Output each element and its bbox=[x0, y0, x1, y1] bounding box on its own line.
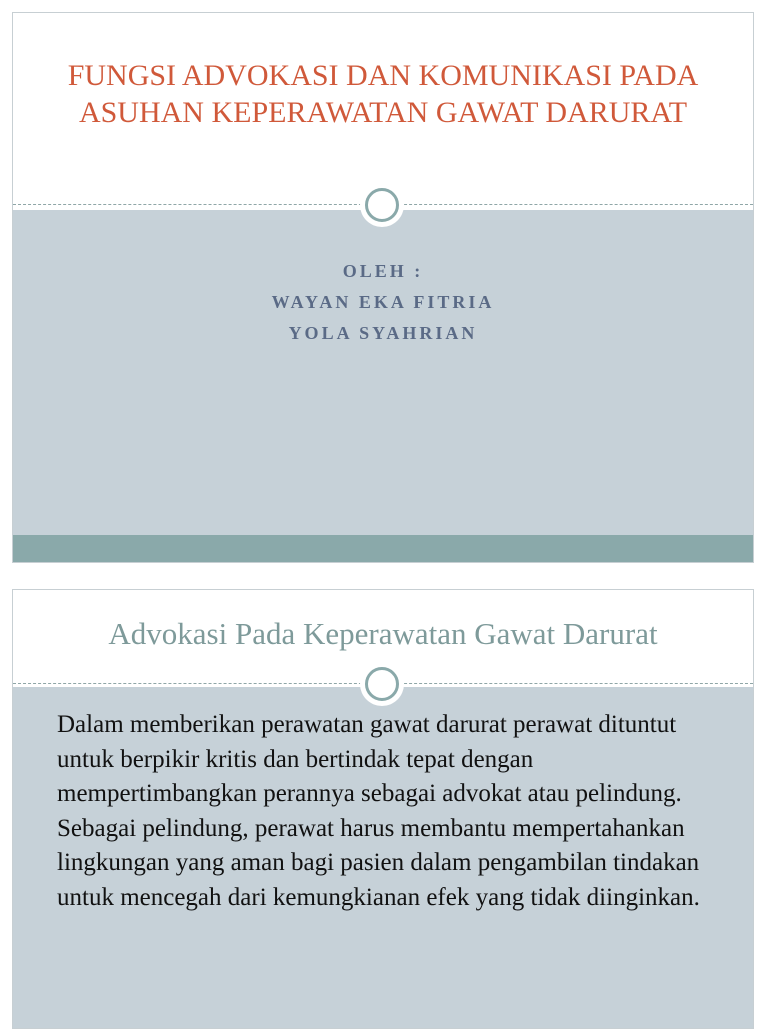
slide-1-footer-band bbox=[13, 535, 753, 562]
author-block bbox=[13, 256, 753, 349]
slide-2-title: Advokasi Pada Keperawatan Gawat Darurat bbox=[108, 616, 658, 651]
author-name: WAYAN EKA FITRIA bbox=[271, 292, 495, 312]
circle-ornament-icon bbox=[360, 662, 404, 706]
slide-2 bbox=[12, 589, 754, 1029]
author-label: OLEH : bbox=[342, 261, 424, 281]
author-name: YOLA SYAHRIAN bbox=[288, 323, 478, 343]
circle-ornament-icon bbox=[360, 183, 404, 227]
slide-1-title: FUNGSI ADVOKASI DAN KOMUNIKASI PADA ASUHAN KEPERAWATAN GAWAT DARURAT bbox=[67, 59, 699, 129]
slide-2-body-text: Dalam memberikan perawatan gawat darurat perawat dituntut untuk berpikir kritis dan bertindak tepat dengan mempertimbangkan perannya sebagai advokat atau pelindung. Sebagai pelindung, perawat harus membantu mempertahankan lingkungan yang aman bagi pasien dalam pengambilan tindakan untuk mencegah dari kemungkianan efek yang tidak diinginkan. bbox=[57, 711, 700, 911]
slide-1 bbox=[12, 12, 754, 563]
